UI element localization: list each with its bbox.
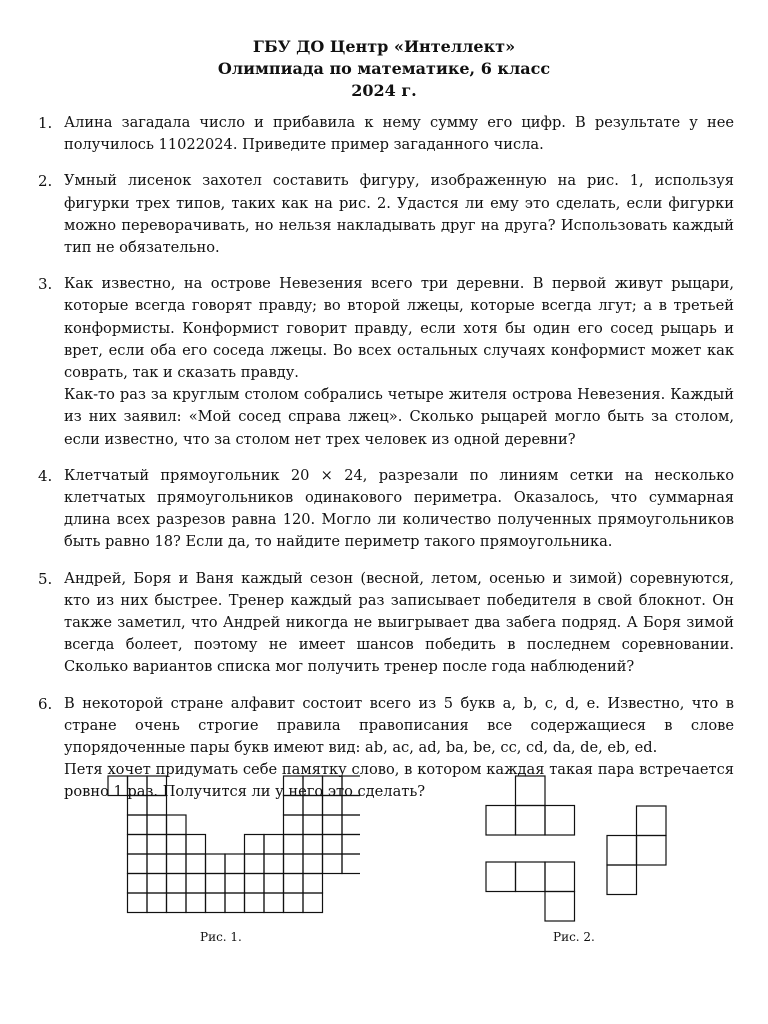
figure-1-cell (303, 835, 323, 855)
figure-1-cell (128, 796, 148, 816)
figure-1-cell (167, 893, 187, 913)
figure-1-cell (206, 874, 226, 894)
figure-1-cell (264, 893, 284, 913)
figure-1-cell (264, 874, 284, 894)
figure-1-caption: Рис. 1. (200, 930, 242, 944)
problem-number: 4. (38, 466, 53, 485)
figure-1-cell (303, 893, 323, 913)
figure-2-caption: Рис. 2. (553, 930, 595, 944)
problem-2 (36, 170, 734, 259)
tile-t-cell (516, 806, 546, 836)
figure-1-cell (206, 854, 226, 874)
figure-1-cell (206, 893, 226, 913)
figure-1-cell (323, 815, 343, 835)
figure-1-cell (186, 893, 206, 913)
figure-1-cell (284, 893, 304, 913)
figure-1-cell (303, 854, 323, 874)
figure-1-cell (284, 835, 304, 855)
problem-3 (36, 273, 734, 451)
figure-1-cell (128, 835, 148, 855)
figure-1-cell (303, 776, 323, 796)
figure-1-cell (342, 776, 360, 796)
figure-1-cell (342, 815, 360, 835)
figure-1-cell (342, 835, 360, 855)
figure-1-cell (167, 874, 187, 894)
problem-number: 1. (38, 114, 53, 132)
problem-text: Клетчатый прямоугольник 20 × 24, разрезали по линиям сетки на несколько клетчатых прямоугольников одинакового периметра. Оказалось, что суммарная длина всех разрезов равна 120. Могло ли количество полученных прямоугольников быть равно 18? Если да, то найдите периметр такого прямоугольника. (64, 466, 734, 551)
problem-1 (36, 112, 734, 156)
figure-1-cell (284, 854, 304, 874)
figure-1-cell (147, 874, 167, 894)
figure-1-cell (147, 796, 167, 816)
tile-l-cell (545, 862, 575, 892)
tile-l-cell (516, 862, 546, 892)
problem-number: 2. (38, 172, 53, 191)
figure-1-cell (264, 835, 284, 855)
figure-1-cell (284, 796, 304, 816)
figure-1-cell (186, 874, 206, 894)
figure-1-cell (284, 815, 304, 835)
problem-number: 6. (38, 694, 53, 713)
figure-1-cell (225, 874, 245, 894)
figure-1-cell (147, 854, 167, 874)
figure-1-cell (303, 796, 323, 816)
figure-1-cell (186, 854, 206, 874)
figure-1-cell (303, 815, 323, 835)
figure-1-cell (167, 835, 187, 855)
figure-1-cell (128, 854, 148, 874)
problem-4 (36, 465, 734, 554)
figure-1-cell (108, 776, 128, 796)
figure-1-cell (284, 874, 304, 894)
figure-1-cell (167, 815, 187, 835)
problem-text: Алина загадала число и прибавила к нему сумму его цифр. В результате у нее получилось 11022024. Приведите пример загаданного числа. (64, 114, 734, 154)
figure-1-cell (128, 776, 148, 796)
problem-text: В некоторой стране алфавит состоит всего из 5 букв a, b, c, d, e. Известно, что в стране очень строгие правила правописания все содержащиеся в слове упорядоченные пары букв имеют вид: ab, ac, ad, ba, be, cc, cd, da, de, eb, ed. (64, 694, 734, 757)
figure-1-cell (128, 815, 148, 835)
tile-t-cell (516, 776, 546, 806)
figure-1-cell (323, 854, 343, 874)
figure-1-cell (245, 893, 265, 913)
figure-1-cell (147, 815, 167, 835)
figure-1-cell (245, 874, 265, 894)
figure-1-cell (245, 854, 265, 874)
tile-t-cell (486, 806, 516, 836)
tile-t-cell (545, 806, 575, 836)
problem-5 (36, 568, 734, 679)
problem-text: Как известно, на острове Невезения всего три деревни. В первой живут рыцари, которые всегда говорят правду; во второй лжецы, которые всегда лгут; а в третьей конформисты. Конформист говорит правду, если хотя бы один его сосед рыцарь и врет, если оба его соседа лжецы. Во всех остальных случаях конформист может как соврать, так и сказать правду. (64, 275, 734, 382)
problem-text: Петя хочет придумать себе памятку слово, в котором каждая такая пара встречается ровно 1 раз. Получится ли у него это сделать? (64, 761, 734, 801)
problem-text: Как-то раз за круглым столом собрались четыре жителя острова Невезения. Каждый из них заявил: «Мой сосед справа лжец». Сколько рыцарей могло быть за столом, если известно, что за столом нет трех человек из одной деревни? (64, 386, 734, 448)
page-header (0, 36, 768, 102)
figure-1-cell (147, 893, 167, 913)
tile-s-cell (607, 836, 637, 866)
tile-s-cell (637, 836, 667, 866)
figure-1-cell (323, 835, 343, 855)
header-organization: ГБУ ДО Центр «Интеллект» (252, 37, 516, 56)
tile-s-cell (637, 806, 667, 836)
figure-1-cell (323, 796, 343, 816)
header-year: 2024 г. (351, 81, 417, 100)
figure-1-cell (264, 854, 284, 874)
figure-1-cell (323, 776, 343, 796)
figure-1-cell (284, 776, 304, 796)
figure-2-tiles (480, 770, 680, 930)
tile-l-cell (486, 862, 516, 892)
figure-1-cell (225, 893, 245, 913)
header-olympiad: Олимпиада по математике, 6 класс (217, 59, 551, 78)
figure-1-cell (128, 874, 148, 894)
figure-1-cell (147, 776, 167, 796)
figure-1-cell (225, 854, 245, 874)
problem-number: 5. (38, 569, 53, 588)
figure-1-cell (342, 854, 360, 874)
problem-text: Андрей, Боря и Ваня каждый сезон (весной, летом, осенью и зимой) соревнуются, кто из них быстрее. Тренер каждый раз записывает победителя в свой блокнот. Он также заметил, что Андрей никогда не выигрывает два забега подряд. А Боря зимой всегда болеет, поэтому не имеет шансов победить в последнем соревновании. Сколько вариантов списка мог получить тренер после года наблюдений? (64, 569, 734, 676)
figure-1-cell (147, 835, 167, 855)
tile-l-cell (545, 892, 575, 922)
tile-s-cell (607, 865, 637, 895)
figure-1-cell (303, 874, 323, 894)
problem-number: 3. (38, 275, 53, 294)
problem-list (36, 112, 734, 818)
figure-1-cell (342, 796, 360, 816)
figure-1-cell (245, 835, 265, 855)
figure-1-cell (186, 835, 206, 855)
figure-1-cell (167, 854, 187, 874)
figure-1-cell (128, 893, 148, 913)
figure-1-grid-shape (100, 770, 360, 930)
problem-text: Умный лисенок захотел составить фигуру, изображенную на рис. 1, используя фигурки трех типов, таких как на рис. 2. Удастся ли ему это сделать, если фигурки можно переворачивать, но нельзя накладывать друг на друга? Использовать каждый тип не обязательно. (64, 172, 734, 257)
